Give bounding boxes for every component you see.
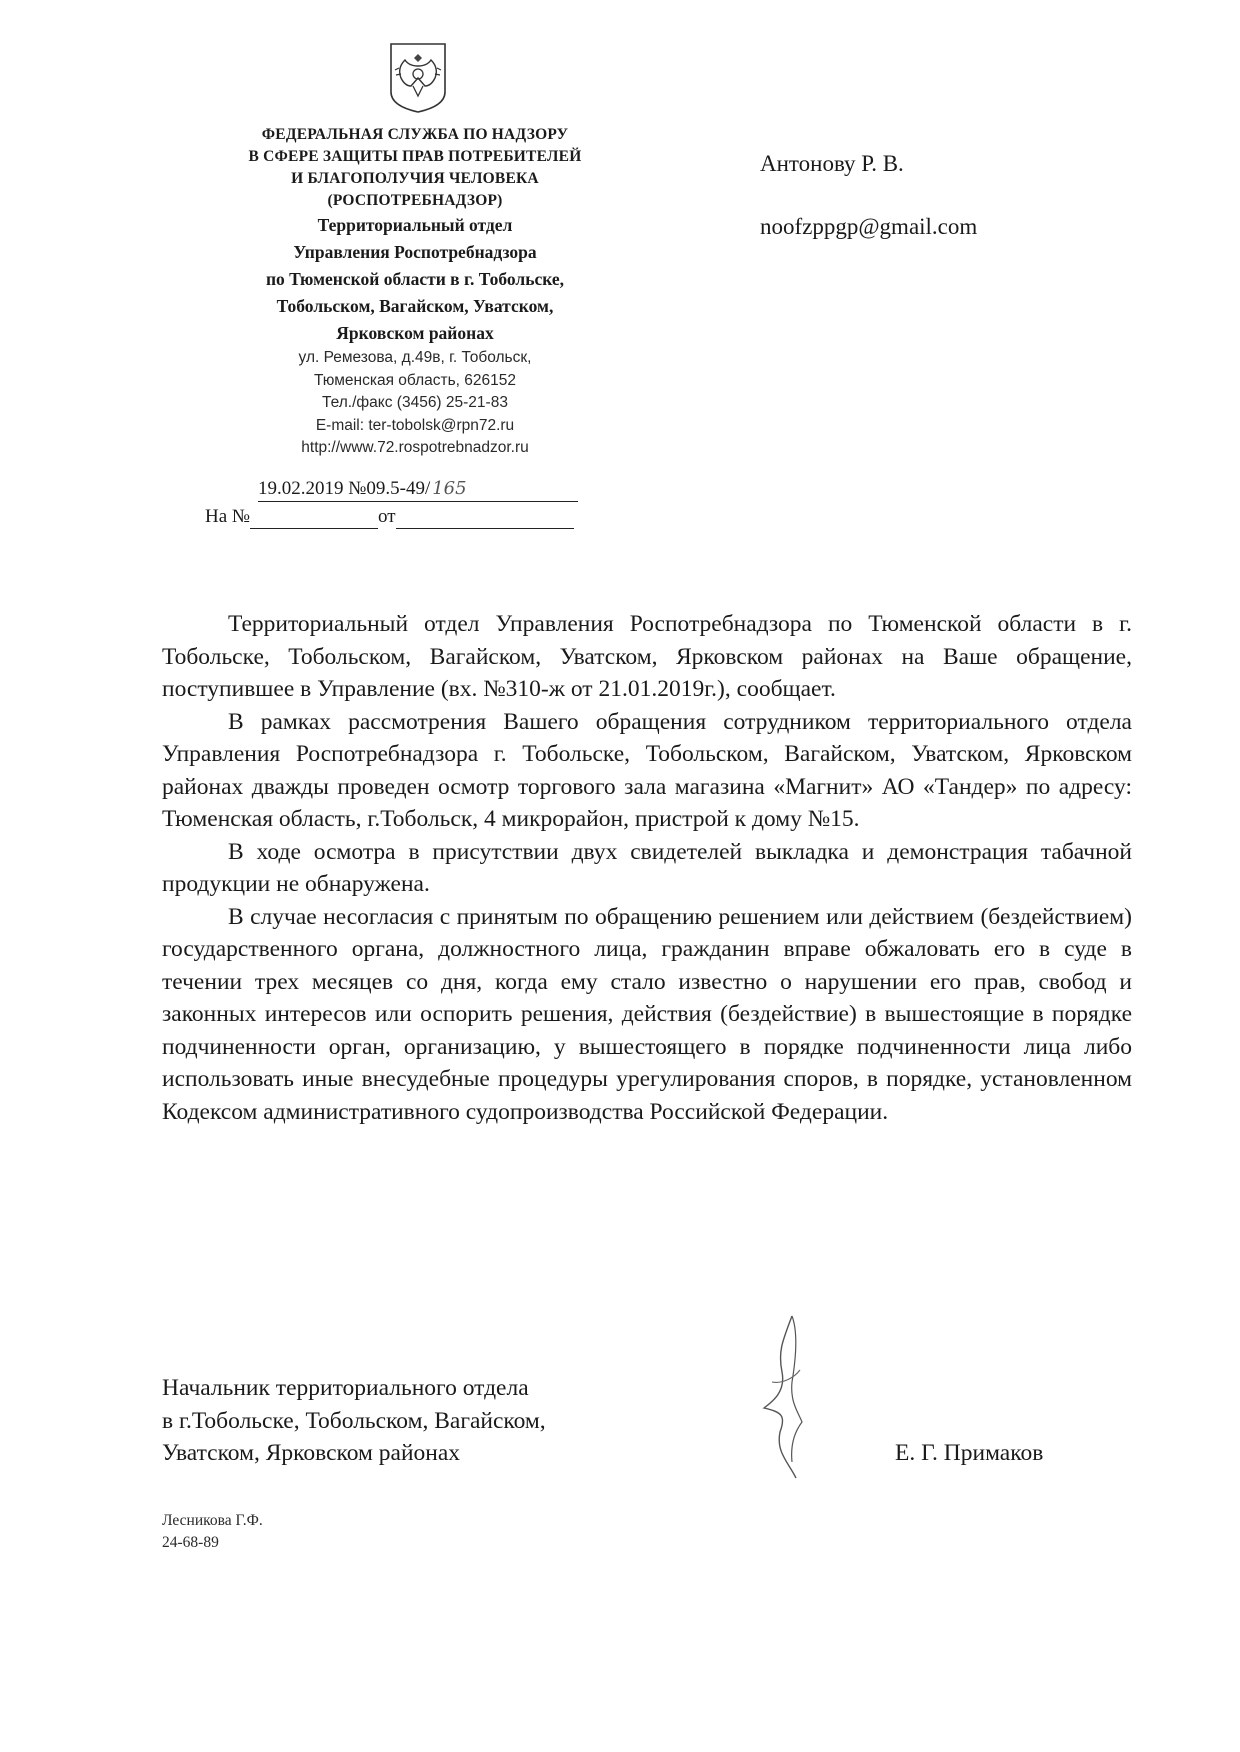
handwritten-signature bbox=[752, 1312, 822, 1482]
phone-fax-line: Тел./факс (3456) 25-21-83 bbox=[322, 394, 508, 411]
addressee-name: Антонову Р. В. bbox=[760, 151, 904, 176]
body-paragraph: Территориальный отдел Управления Роспотребнадзора по Тюменской области в г. Тобольске, Тобольском, Вагайском, Уватском, Ярковском районах на Ваше обращение, поступившее в Управление (вх. №310-ж от 21.01.2019г.), сообщает. bbox=[162, 611, 1132, 702]
position-line: Уватском, Ярковском районах bbox=[162, 1440, 461, 1466]
address-line: Тюменская область, 626152 bbox=[314, 371, 516, 389]
signer-name: Е. Г. Примаков bbox=[895, 1440, 1044, 1466]
reference-number-label: На № bbox=[205, 506, 251, 527]
dept-line: Тобольском, Вагайском, Уватском, bbox=[276, 296, 554, 316]
document-number-text: 19.02.2019 №09.5-49/ bbox=[258, 478, 431, 499]
coat-of-arms-emblem bbox=[385, 40, 451, 114]
dept-line: Управления Роспотребнадзора bbox=[293, 242, 537, 262]
executor-name: Лесникова Г.Ф. bbox=[162, 1512, 263, 1529]
reference-number-blank bbox=[250, 504, 378, 529]
letterhead-organization bbox=[190, 124, 640, 460]
reference-line bbox=[205, 504, 574, 529]
reference-date-blank bbox=[396, 504, 574, 529]
executor-phone: 24-68-89 bbox=[162, 1534, 219, 1551]
outgoing-document-number bbox=[258, 477, 578, 502]
signer-position bbox=[162, 1372, 546, 1470]
body-paragraph: В случае несогласия с принятым по обращению решением или действием (бездействием) государственного органа, должностного лица, гражданин вправе обжаловать его в суде в течении трех месяцев со дня, когда ему стало известно о нарушении его прав, свобод и законных интересов или оспорить решения, действия (бездействие) в вышестоящие в порядке подчиненности орган, организацию, у вышестоящего в порядке подчиненности лица либо использовать иные внесудебные процедуры урегулирования споров, в порядке, установленном Кодексом административного судопроизводства Российской Федерации. bbox=[162, 903, 1132, 1125]
handwritten-number: 165 bbox=[432, 478, 467, 499]
org-line: В СФЕРЕ ЗАЩИТЫ ПРАВ ПОТРЕБИТЕЛЕЙ bbox=[248, 148, 582, 165]
dept-line: Территориальный отдел bbox=[317, 215, 513, 235]
executor-block bbox=[162, 1510, 263, 1554]
org-line: (РОСПОТРЕБНАДЗОР) bbox=[327, 192, 503, 209]
org-line: И БЛАГОПОЛУЧИЯ ЧЕЛОВЕКА bbox=[291, 170, 539, 187]
dept-line: Ярковском районах bbox=[336, 323, 494, 343]
position-line: в г.Тобольске, Тобольском, Вагайском, bbox=[162, 1407, 546, 1434]
body-paragraph: В рамках рассмотрения Вашего обращения сотрудником территориального отдела Управления Роспотребнадзора г. Тобольске, Тобольском, Вагайском, Уватском, Ярковском районах дважды проведен осмотр торгового зала магазина «Магнит» АО «Тандер» по адресу: Тюменская область, г.Тобольск, 4 микрорайон, пристрой к дому №15. bbox=[162, 708, 1132, 832]
email-line: E-mail: ter-tobolsk@rpn72.ru bbox=[315, 416, 515, 434]
dept-line: по Тюменской области в г. Тобольске, bbox=[265, 269, 565, 289]
addressee-email: noofzppgp@gmail.com bbox=[760, 214, 978, 239]
letter-body bbox=[162, 608, 1132, 1128]
address-line: ул. Ремезова, д.49в, г. Тобольск, bbox=[298, 349, 532, 366]
body-paragraph: В ходе осмотра в присутствии двух свидетелей выкладка и демонстрация табачной продукции не обнаружена. bbox=[162, 838, 1132, 897]
org-line: ФЕДЕРАЛЬНАЯ СЛУЖБА ПО НАДЗОРУ bbox=[261, 126, 569, 143]
website-line: http://www.72.rospotrebnadzor.ru bbox=[301, 439, 529, 456]
addressee-block bbox=[760, 148, 977, 243]
position-line: Начальник территориального отдела bbox=[162, 1375, 529, 1401]
reference-date-label: от bbox=[378, 506, 396, 527]
